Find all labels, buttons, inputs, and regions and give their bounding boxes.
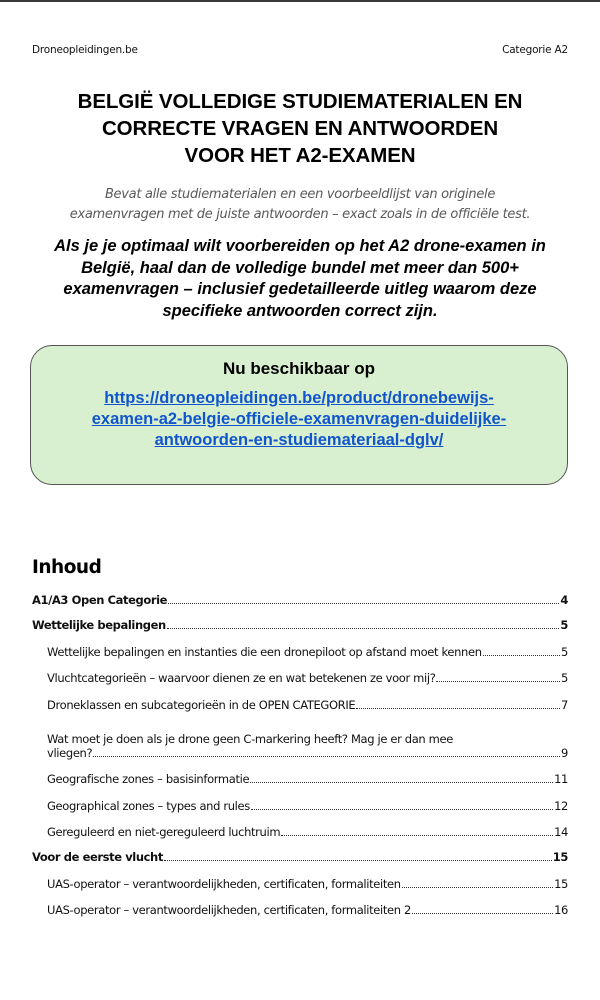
toc-entry-page: 4 (560, 593, 568, 607)
toc-entry-title[interactable]: Geographical zones – types and rules (47, 798, 250, 813)
toc-entry-title[interactable]: Wettelijke bepalingen en instanties die een dronepiloot op afstand moet kennen (47, 644, 482, 659)
promo-line: Als je je optimaal wilt voorbereiden op het A2 drone-examen in (54, 237, 546, 255)
toc-entry-page: 16 (554, 903, 568, 917)
toc-subentry[interactable] (32, 864, 568, 891)
toc-leader-dots (164, 852, 552, 861)
toc-entry-title[interactable]: Wat moet je doen als je drone geen C-markering heeft? Mag je er dan mee (47, 731, 453, 746)
toc-leader-dots (167, 620, 560, 629)
page-header-site: Droneopleidingen.be (32, 44, 138, 56)
toc-subentry[interactable] (32, 813, 568, 840)
toc-leader-dots (168, 595, 559, 604)
toc-leader-dots (281, 827, 553, 836)
availability-callout (30, 345, 568, 485)
toc-subentry[interactable] (32, 712, 568, 760)
toc-entry[interactable] (32, 582, 568, 607)
page-header-category: Categorie A2 (502, 44, 568, 56)
toc-entry-title[interactable]: UAS-operator – verantwoordelijkheden, certificaten, formaliteiten 2 (47, 903, 411, 917)
toc-entry-page: 7 (561, 697, 568, 712)
toc-subentry[interactable] (32, 659, 568, 686)
product-link-line[interactable]: antwoorden-en-studiemateriaal-dglv/ (154, 431, 444, 449)
toc-subentry[interactable] (32, 891, 568, 918)
toc-entry-title[interactable]: Vluchtcategorieën – waarvoor dienen ze en wat betekenen ze voor mij? (47, 671, 436, 685)
toc-entry-page: 14 (554, 825, 568, 839)
toc-entry-page: 15 (552, 850, 568, 864)
toc-leader-dots (483, 647, 560, 656)
toc-leader-dots (402, 879, 553, 888)
promo-line: examenvragen – inclusief gedetailleerde uitleg waarom deze (63, 280, 537, 298)
document-subtitle (20, 185, 580, 225)
toc-heading: Inhoud (32, 557, 102, 578)
toc-subentry[interactable] (32, 685, 568, 712)
toc-entry-title-continued[interactable]: vliegen? (47, 745, 93, 760)
promo-paragraph (20, 236, 580, 322)
toc-entry-page: 9 (561, 745, 568, 760)
subtitle-line: Bevat alle studiematerialen en een voorbeeldlijst van originele (104, 187, 496, 202)
toc-leader-dots (250, 774, 553, 783)
toc-entry-title[interactable]: Gereguleerd en niet-gereguleerd luchtruim (47, 825, 281, 839)
title-line: VOOR HET A2-EXAMEN (184, 144, 416, 167)
callout-label: Nu beschikbaar op (222, 359, 376, 378)
toc-entry[interactable] (32, 607, 568, 632)
toc-entry-title[interactable]: Voor de eerste vlucht (32, 850, 163, 864)
toc-entry-title[interactable]: Geografische zones – basisinformatie (47, 772, 250, 786)
toc-leader-dots (251, 801, 553, 810)
toc-entry-page: 5 (560, 618, 568, 632)
toc-entry-page: 15 (554, 876, 568, 891)
toc-subentry[interactable] (32, 786, 568, 813)
toc-entry[interactable] (32, 839, 568, 864)
toc-entry-page: 11 (554, 772, 568, 786)
toc-entry-page: 5 (561, 671, 568, 685)
toc-leader-dots (412, 905, 553, 914)
promo-line: België, haal dan de volledige bundel met meer dan 500+ (81, 258, 519, 277)
toc-subentry[interactable] (32, 632, 568, 659)
toc-entry-title[interactable]: Droneklassen en subcategorieën in de OPEN CATEGORIE (47, 697, 356, 712)
document-title (20, 88, 580, 169)
toc-entry-title[interactable]: UAS-operator – verantwoordelijkheden, certificaten, formaliteiten (47, 876, 401, 891)
product-link-line[interactable]: https://droneopleidingen.be/product/dronebewijs- (104, 389, 494, 407)
title-line: BELGIË VOLLEDIGE STUDIEMATERIALEN EN (77, 90, 523, 113)
table-of-contents (32, 582, 568, 917)
toc-entry-page: 5 (561, 644, 568, 659)
toc-leader-dots (436, 673, 560, 682)
promo-line: specifieke antwoorden correct zijn. (162, 301, 438, 320)
toc-subentry[interactable] (32, 760, 568, 787)
product-link[interactable] (51, 388, 547, 451)
product-link-line[interactable]: examen-a2-belgie-officiele-examenvragen-duidelijke- (91, 410, 507, 428)
toc-leader-dots (93, 748, 560, 757)
title-line: CORRECTE VRAGEN EN ANTWOORDEN (101, 117, 499, 140)
subtitle-line: examenvragen met de juiste antwoorden – exact zoals in de officiële test. (69, 207, 531, 222)
toc-entry-title[interactable]: A1/A3 Open Categorie (32, 593, 168, 607)
toc-entry-page: 12 (554, 798, 568, 813)
toc-leader-dots (356, 700, 560, 709)
toc-entry-title[interactable]: Wettelijke bepalingen (32, 618, 166, 632)
